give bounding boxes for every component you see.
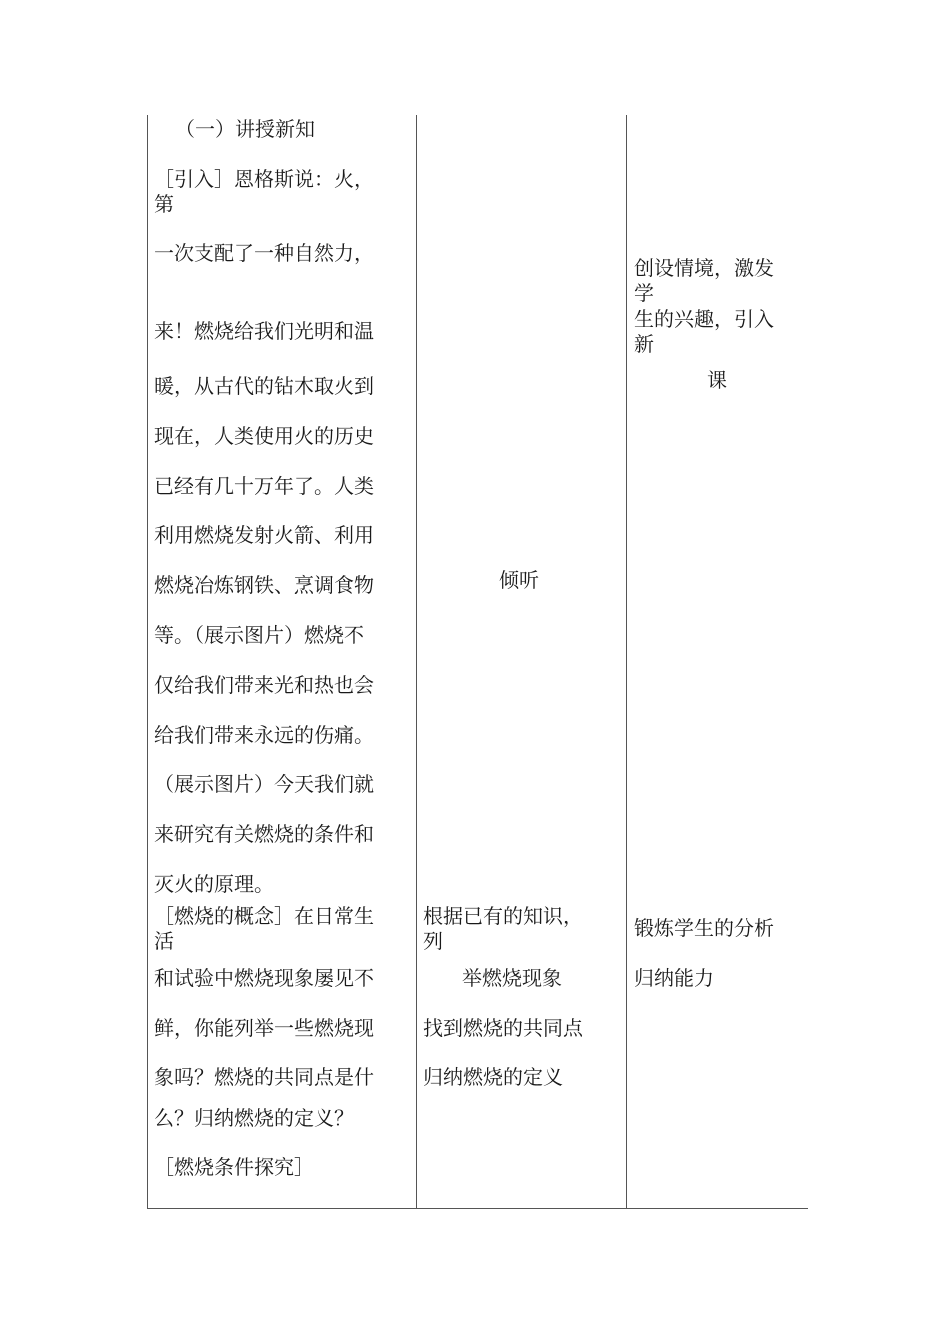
text-line: 灭火的原理。: [154, 872, 274, 896]
text-line: 利用燃烧发射火箭、利用: [154, 523, 374, 547]
text-line: 鲜，你能列举一些燃烧现: [154, 1016, 374, 1040]
text-line: 一次支配了一种自然力，: [154, 241, 374, 265]
table-line-mid2: [626, 115, 627, 1209]
design-intent-text: 新: [634, 332, 654, 356]
design-intent-text: 生的兴趣，引入: [634, 307, 774, 331]
table-line-left: [147, 115, 148, 1209]
text-line: 等。（展示图片）燃烧不: [154, 623, 364, 647]
text-line: 暖，从古代的钻木取火到: [154, 374, 374, 398]
student-activity-text: 列: [423, 929, 443, 953]
text-line: 现在，人类使用火的历史: [154, 424, 374, 448]
text-line: 和试验中燃烧现象屡见不: [154, 966, 374, 990]
section-heading: （一）讲授新知: [175, 117, 315, 141]
text-line: 给我们带来永远的伤痛。: [154, 723, 374, 747]
design-intent-text: 学: [634, 281, 654, 305]
text-line: 活: [154, 929, 174, 953]
text-line: （展示图片）今天我们就: [154, 772, 374, 796]
design-intent-text: 锻炼学生的分析: [634, 916, 774, 940]
student-activity-text: 举燃烧现象: [462, 966, 562, 990]
student-activity-text: 根据已有的知识，: [423, 904, 583, 928]
table-line-mid1: [416, 115, 417, 1209]
text-line: 第: [154, 192, 174, 216]
design-intent-text: 创设情境，激发: [634, 256, 774, 280]
design-intent-text: 归纳能力: [634, 966, 714, 990]
text-line: 么？归纳燃烧的定义？: [154, 1106, 354, 1130]
student-activity-text: 归纳燃烧的定义: [423, 1065, 563, 1089]
text-line: ［燃烧的概念］在日常生: [154, 904, 374, 928]
text-line: ［引入］恩格斯说：火，: [154, 167, 374, 191]
text-line: 来！燃烧给我们光明和温: [154, 319, 374, 343]
design-intent-text: 课: [707, 368, 727, 392]
text-line: 已经有几十万年了。人类: [154, 474, 374, 498]
text-line: ［燃烧条件探究］: [154, 1155, 314, 1179]
text-line: 象吗？燃烧的共同点是什: [154, 1065, 374, 1089]
text-line: 仅给我们带来光和热也会: [154, 673, 374, 697]
text-line: 来研究有关燃烧的条件和: [154, 822, 374, 846]
table-line-bottom: [147, 1208, 808, 1209]
student-activity-text: 倾听: [499, 568, 539, 592]
text-line: 燃烧冶炼钢铁、烹调食物: [154, 573, 374, 597]
student-activity-text: 找到燃烧的共同点: [423, 1016, 583, 1040]
